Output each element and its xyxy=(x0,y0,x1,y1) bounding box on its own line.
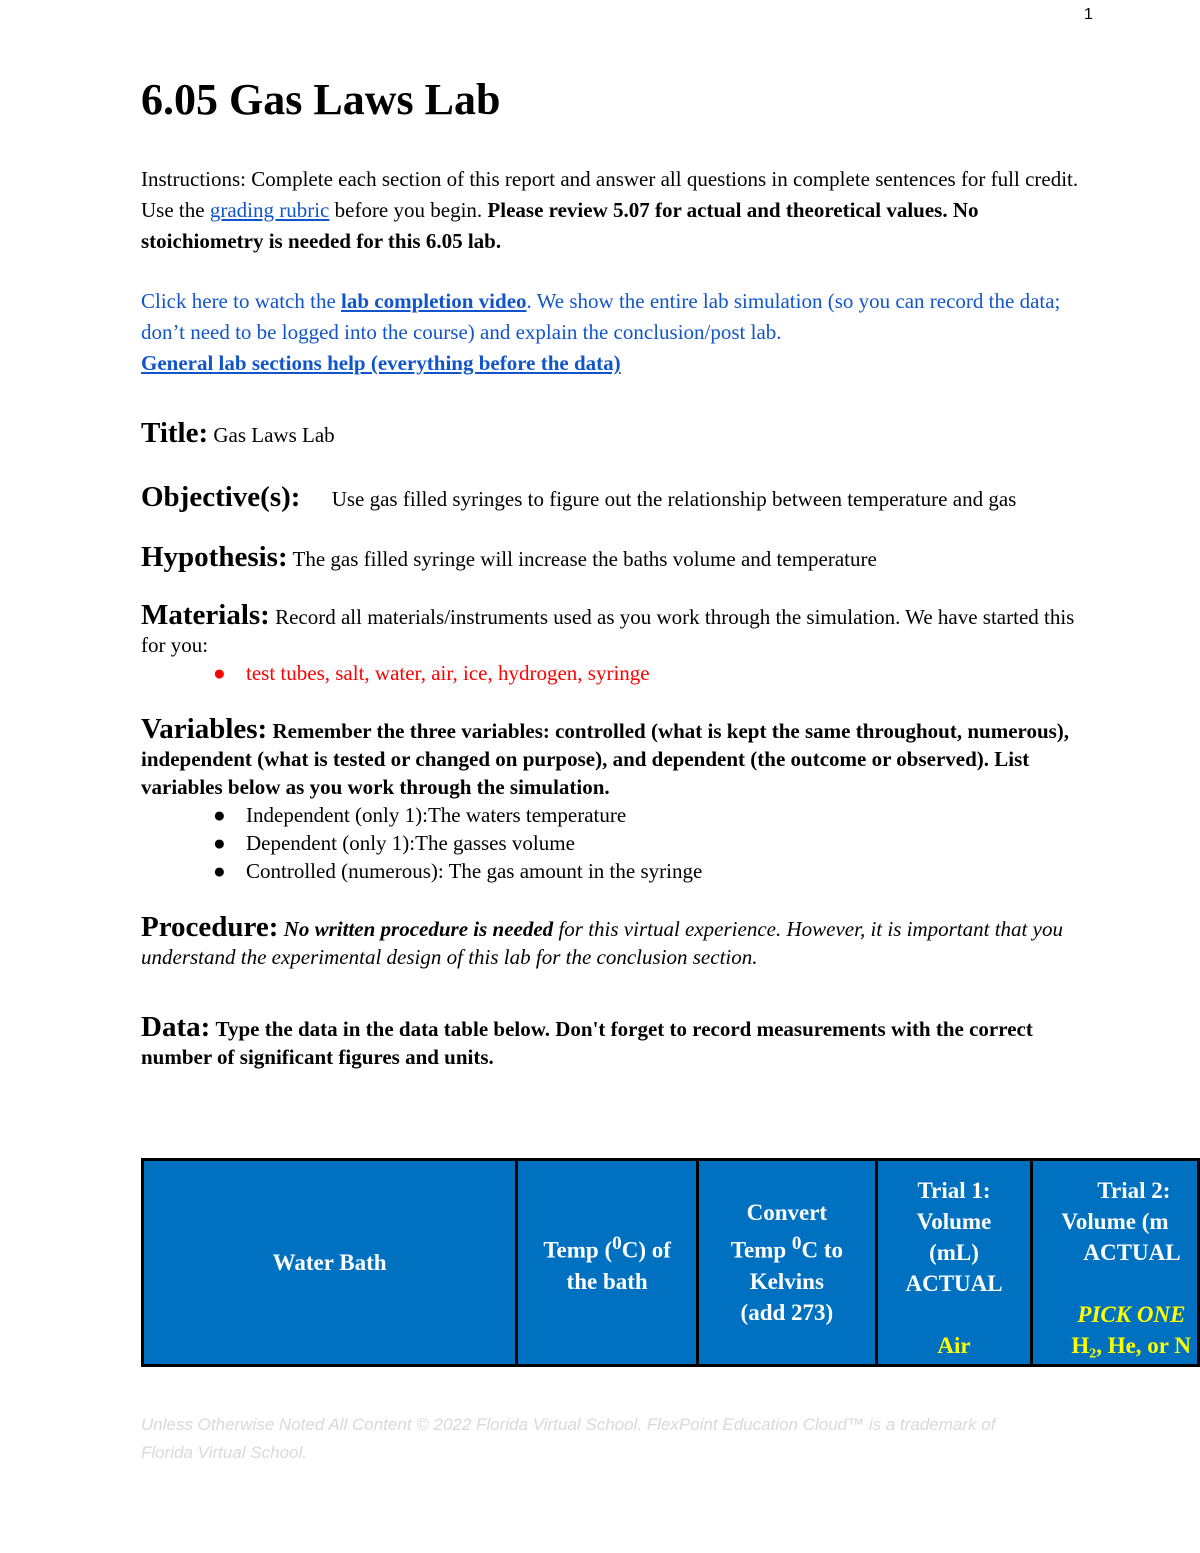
header-temp-kelvin: Convert Temp $^0$C to Kelvins (add 273) xyxy=(698,1160,877,1366)
instructions-text-2: before you begin. xyxy=(329,198,488,222)
data-text: Type the data in the data table below. Don't forget to record measurements with the correct number of significant figures and units. xyxy=(141,1017,1033,1069)
hypothesis-value: The gas filled syringe will increase the baths volume and temperature xyxy=(292,547,877,571)
list-item: ● test tubes, salt, water, air, ice, hydrogen, syringe xyxy=(213,661,650,685)
list-item: ● Controlled (numerous): The gas amount in the syringe xyxy=(213,859,703,883)
header-trial-1: Trial 1: Volume (mL) ACTUAL Air xyxy=(876,1160,1032,1366)
list-item: ● Independent (only 1):The waters temperature xyxy=(213,803,627,827)
title-label: Title: xyxy=(141,417,209,449)
instructions-bold: Please review 5.07 for actual and theoretical values. No stoichiometry is needed for this 6.05 lab. xyxy=(141,198,979,253)
materials-text: Record all materials/instruments used as you work through the simulation. We have started this for you: xyxy=(141,605,1075,657)
instructions-text: Instructions: Complete each section of this report and answer all questions in complete sentences for full credit. Use the xyxy=(141,167,1079,222)
table-header-row xyxy=(143,1160,1199,1366)
variables-label: Variables: xyxy=(141,713,268,745)
hypothesis-section xyxy=(141,543,1086,573)
variables-list xyxy=(141,801,1086,885)
data-label: Data: xyxy=(141,1011,211,1043)
procedure-label: Procedure: xyxy=(141,911,279,943)
procedure-bold: No written procedure is needed xyxy=(283,917,554,941)
general-lab-help-link[interactable]: General lab sections help (everything before the data) xyxy=(141,351,621,375)
header-water-bath: Water Bath xyxy=(143,1160,517,1366)
procedure-text: for this virtual experience. However, it is important that you understand the experimental design of this lab for the conclusion section. xyxy=(141,917,1063,969)
page-number: 1 xyxy=(1084,6,1093,23)
footer-copyright: Unless Otherwise Noted All Content © 2022 Florida Virtual School. FlexPoint Education Cloud™ is a trademark of Florida Virtual School. xyxy=(141,1415,996,1462)
data-table xyxy=(141,1158,1200,1367)
materials-label: Materials: xyxy=(141,599,270,631)
title-section xyxy=(141,419,1086,449)
materials-list xyxy=(141,659,1086,687)
objective-label: Objective(s): xyxy=(141,481,301,513)
document-body xyxy=(141,72,1086,1071)
objective-value: Use gas filled syringes to figure out the relationship between temperature and gas xyxy=(331,487,1017,511)
grading-rubric-link[interactable]: grading rubric xyxy=(209,198,330,222)
header-temp-c: Temp ($^0$C) of the bath xyxy=(517,1160,698,1366)
objective-section xyxy=(141,483,1086,513)
video-text-2: . We show the entire lab simulation (so you can record the data; don’t need to be logged into the course) and explain the conclusion/post lab. xyxy=(141,289,1061,344)
list-item: ● Dependent (only 1):The gasses volume xyxy=(213,831,575,855)
header-trial-2: Trial 2: Volume (m ACTUAL PICK ONE H₂, He, or N xyxy=(1032,1160,1199,1366)
page-title: 6.05 Gas Laws Lab xyxy=(141,75,501,124)
variables-text: Remember the three variables: controlled (what is kept the same throughout, numerous), independent (what is tested or changed on purpose), and dependent (the outcome or observed). List variables below as you work through the simulation. xyxy=(141,719,1070,799)
materials-section xyxy=(141,601,1086,687)
title-value: Gas Laws Lab xyxy=(213,423,335,447)
video-text: Click here to watch the xyxy=(141,289,342,313)
variables-section xyxy=(141,715,1086,885)
procedure-section xyxy=(141,913,1086,971)
hypothesis-label: Hypothesis: xyxy=(141,541,288,573)
video-block xyxy=(141,286,1086,379)
data-section xyxy=(141,1013,1086,1071)
lab-completion-video-link[interactable]: lab completion video xyxy=(341,289,527,313)
instructions xyxy=(141,164,1086,257)
